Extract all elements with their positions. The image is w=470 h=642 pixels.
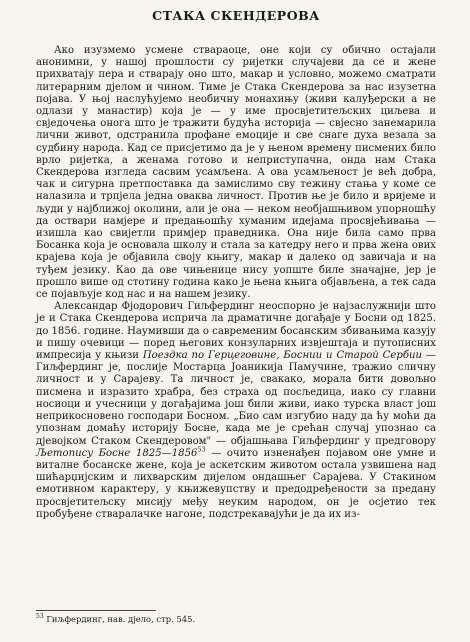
paragraph-2-text-a: Александар Фјодорович Гиљфердинг неоспорно је најзаслужнији што је и Стака Скендерова исприча ла драматичне догађаје у Босни од 1825. до 1856. године. Наумивши да о савременим босанским збивањима казују и пишу очевици — поред његових конзуларних извјештаја и путописних импресија у књизи [36, 301, 436, 362]
paragraph-1: Ако изузмемо усмене ствараоце, оне који су обично остајали анонимни, у нашој прошлости су ријетки случајеви да се и жене прихватају пера и стварају оно што, макар и условно, можемо сматрати литерарним дјелом и чином. Тиме је Стака Скендерова за нас изузетна појава. У њој наслућујемо необичну монахињу (живи калуђерски а не одлази у манастир) која је — у име просвјетитељских циљева и свједочења онога што је тражити будућа историја — свјесно занемарила лични живот, одстранила профане емоције и све снаге духа везала за судбину народа. Кад се присјетимо да је у њеном времену писмених било врло ријетка, а женама готово и неприступачна, онда нам Стака Скендерова изгледа сасвим усамљена. А ова усамљеност је већ добра, чак и сигурна претпоставка да замислимо сву тежину стања у коме се налазила и трпјела једна оваква личност. Против ње је било и вријеме и људи у најближој околини, али је она — неком необјашњивом упорношћу да оствари намјере и предањошћу хуманим идејама просвјећивања — изишла као свијетли примјер праведника. Она није била само прва Босанка која је основала школу и стала за катедру него и прва жена ових крајева која је објавила своју књигу, макар и далеко од завичаја и на туђем језику. Као да ове чињенице нису уопште биле значајне, јер је прошло више од стотину година како је њена књига објављена, а тек сада се појављује код нас и на нашем језику. [36, 45, 436, 301]
footnote-text: Гиљфердинг, нав. дјело, стр. 545. [46, 614, 196, 624]
footnote-divider [36, 610, 156, 611]
footnote-reference: 53 [197, 445, 206, 454]
chronicle-title-italic: Љетопису Босне 1825—1856 [36, 447, 198, 459]
book-title-italic: Поездка по Герцеговине, Боснии и Старой Сербии [142, 350, 422, 362]
footnote [36, 614, 195, 625]
paragraph-2 [36, 301, 436, 521]
paragraph-2-text-b: — Гиљфердинг је, послије Мостарца Јоаникија Памучине, тражио сличну личност и у Сарајеву. Та личност је, свакако, морала бити довољно писмена и изразито храбра, без страха од посљедица, иако су главни носиоци и учесници у догађајима још били живи, иако турска власт још неприкосновено господари Босном. „Био сам изгубио наду да ћу моћи да упознам домаћу историју Босне, када ме је срећан случај упознао са дјевојком Стаком Скендеровом" — објашњава Гиљфердинг у предговору [36, 350, 436, 447]
page-title: СТАКА СКЕНДЕРОВА [152, 8, 320, 23]
paragraph-2-text-c: — очито изненађен појавом оне умне и виталне босанске жене, која је аскетским животом остала узвишена над шићарџијским и лихварским дијелом ондашњег Сарајева. У Стакином емотивном карактеру, у књижевупству и предодређености за предану просвјетитељску мисију међу неуким народом, он је осјетио тек пробуђене стваралачке нагоне, подстрекавајући је да их из- [36, 447, 437, 520]
footnote-number: 53 [36, 613, 44, 621]
